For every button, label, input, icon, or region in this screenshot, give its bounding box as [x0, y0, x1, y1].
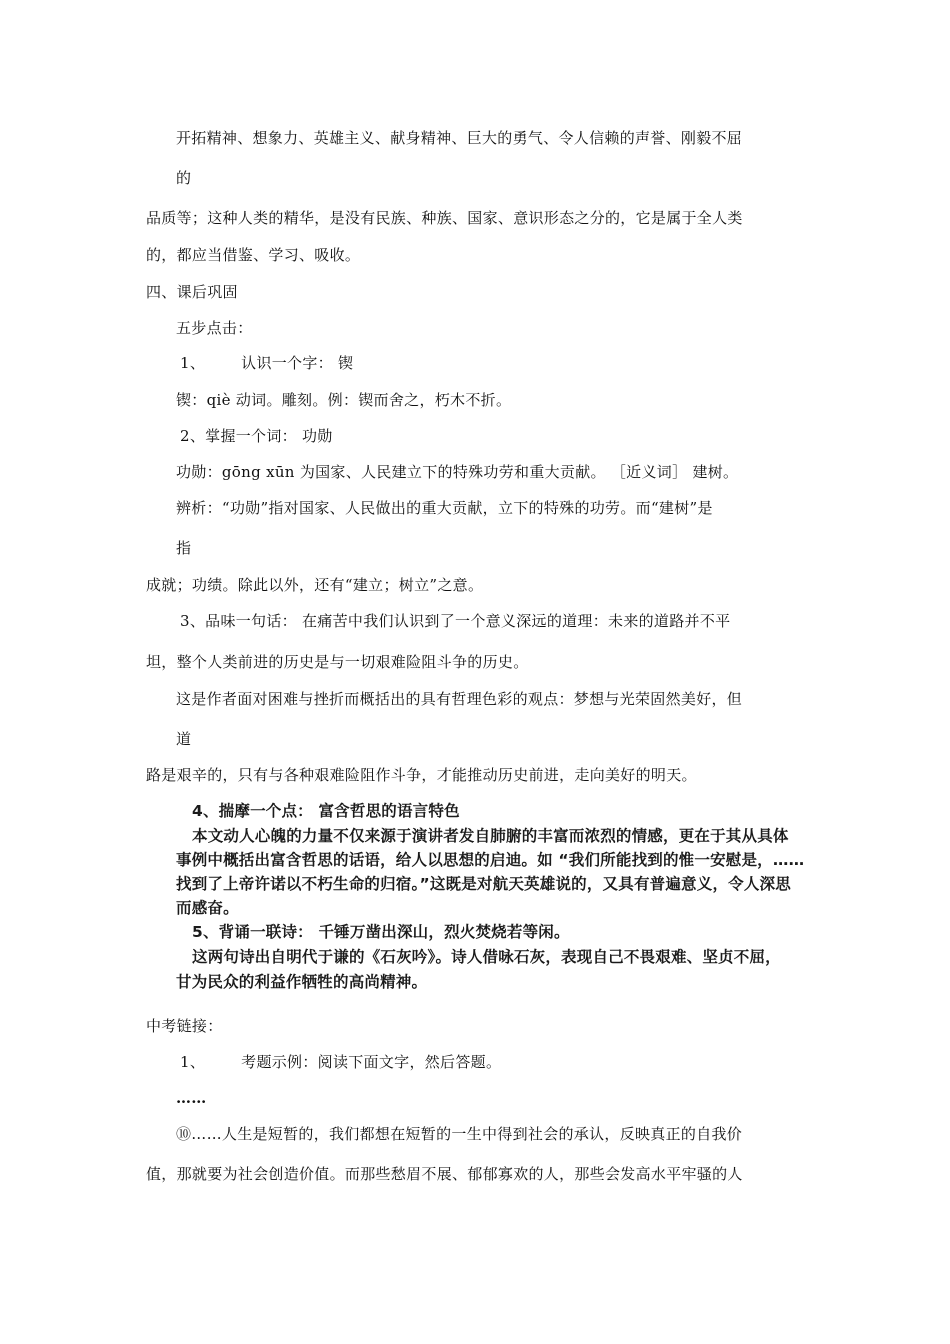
paragraph-line: 的，都应当借鉴、学习、吸收。 — [146, 246, 361, 264]
paragraph-line: 品质等；这种人类的精华，是没有民族、种族、国家、意识形态之分的，它是属于全人类 — [146, 209, 743, 227]
step-3-quote: 坦，整个人类前进的历史是与一切艰难险阻斗争的历史。 — [146, 653, 529, 671]
exam-item-1 — [180, 1052, 501, 1072]
step-2-analysis: 成就；功绩。除此以外，还有“建立；树立”之意。 — [146, 576, 484, 594]
step-2-definition: 功勋：gōng xūn 为国家、人民建立下的特殊功劳和重大贡献。 ［近义词］ 建树。 — [176, 463, 739, 481]
step-4-title: 4、揣摩一个点： 富含哲思的语言特色 — [192, 802, 460, 820]
step-5-body: 这两句诗出自明代于谦的《石灰吟》。诗人借咏石灰，表现自己不畏艰难、坚贞不屈， — [192, 948, 781, 966]
step-2-analysis: 辨析：“功勋”指对国家、人民做出的重大贡献，立下的特殊的功劳。而“建树”是 — [176, 499, 713, 517]
step-label: 认识一个字： 锲 — [241, 354, 354, 372]
reading-paragraph: 值，那就要为社会创造价值。而那些愁眉不展、郁郁寡欢的人，那些会发高水平牢骚的人 — [146, 1165, 743, 1183]
step-4-body: 找到了上帝许诺以不朽生命的归宿。”这既是对航天英雄说的，又具有普遍意义，令人深思 — [176, 875, 791, 893]
step-2-analysis: 指 — [176, 539, 192, 557]
ellipsis: …… — [176, 1089, 207, 1107]
step-2-title: 2、掌握一个词： 功勋 — [180, 427, 333, 445]
item-label: 考题示例：阅读下面文字，然后答题。 — [241, 1053, 502, 1071]
step-3-title: 3、品味一句话： 在痛苦中我们认识到了一个意义深远的道理：未来的道路并不平 — [180, 612, 731, 630]
paragraph-line: 的 — [176, 169, 192, 187]
item-number: 1、 — [180, 1053, 206, 1071]
section-heading: 四、课后巩固 — [146, 283, 238, 301]
exam-heading: 中考链接： — [146, 1017, 223, 1035]
step-1-definition: 锲：qiè 动词。雕刻。例：锲而舍之，朽木不折。 — [176, 391, 512, 409]
step-intro: 五步点击： — [176, 319, 253, 337]
step-3-note: 道 — [176, 730, 192, 748]
step-4-body: 事例中概括出富含哲思的话语，给人以思想的启迪。如 “我们所能找到的惟一安慰是，…… — [176, 851, 805, 869]
step-5-title: 5、背诵一联诗： 千锤万凿出深山，烈火焚烧若等闲。 — [192, 923, 570, 941]
step-1-title — [180, 353, 353, 373]
step-4-body: 而感奋。 — [176, 899, 239, 917]
step-number: 1、 — [180, 354, 206, 372]
step-4-body: 本文动人心魄的力量不仅来源于演讲者发自肺腑的丰富而浓烈的情感，更在于其从具体 — [192, 827, 789, 845]
step-3-note: 路是艰辛的，只有与各种艰难险阻作斗争，才能推动历史前进，走向美好的明天。 — [146, 766, 697, 784]
paragraph-line: 开拓精神、想象力、英雄主义、献身精神、巨大的勇气、令人信赖的声誉、刚毅不屈 — [176, 129, 743, 147]
step-5-body: 甘为民众的利益作牺牲的高尚精神。 — [176, 973, 428, 991]
reading-paragraph: ⑩……人生是短暂的，我们都想在短暂的一生中得到社会的承认，反映真正的自我价 — [176, 1125, 743, 1143]
step-3-note: 这是作者面对困难与挫折而概括出的具有哲理色彩的观点：梦想与光荣固然美好，但 — [176, 690, 743, 708]
